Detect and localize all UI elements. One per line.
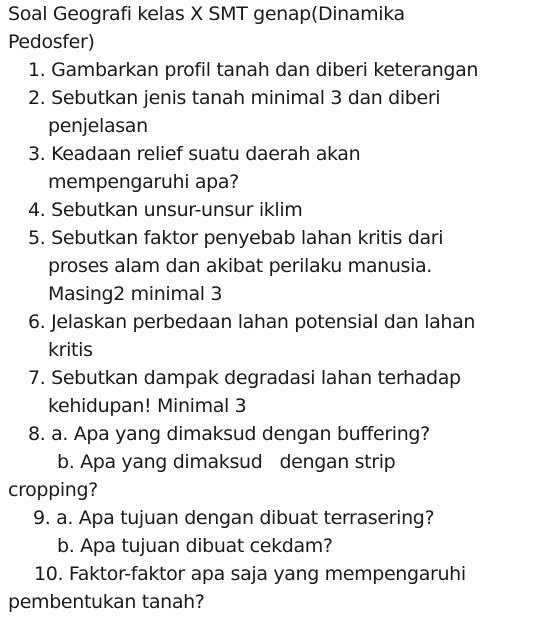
question-9-line-1: 9. a. Apa tujuan dengan dibuat terrasering?	[33, 507, 435, 529]
question-8-line-2: b. Apa yang dimaksud dengan strip	[57, 451, 396, 473]
question-4-line-1: 4. Sebutkan unsur-unsur iklim	[28, 199, 303, 221]
question-3-line-2: mempengaruhi apa?	[48, 171, 239, 193]
document-title-line-1: Soal Geografi kelas X SMT genap(Dinamika	[8, 3, 405, 25]
question-10-line-1: 10. Faktor-faktor apa saja yang mempengaruhi	[34, 563, 466, 585]
question-2-line-2: penjelasan	[48, 115, 148, 137]
question-1-line-1: 1. Gambarkan profil tanah dan diberi keterangan	[28, 59, 479, 81]
question-5-line-1: 5. Sebutkan faktor penyebab lahan kritis dari	[28, 227, 444, 249]
question-8-line-1: 8. a. Apa yang dimaksud dengan buffering?	[28, 423, 430, 445]
question-9-line-2: b. Apa tujuan dibuat cekdam?	[57, 535, 333, 557]
question-10-line-2: pembentukan tanah?	[8, 591, 205, 613]
question-3-line-1: 3. Keadaan relief suatu daerah akan	[28, 143, 361, 165]
question-6-line-2: kritis	[48, 339, 93, 361]
question-7-line-2: kehidupan! Minimal 3	[48, 395, 247, 417]
question-7-line-1: 7. Sebutkan dampak degradasi lahan terhadap	[28, 367, 461, 389]
document-title-line-2: Pedosfer)	[8, 31, 95, 53]
question-5-line-3: Masing2 minimal 3	[48, 283, 223, 305]
question-5-line-2: proses alam dan akibat perilaku manusia.	[48, 255, 432, 277]
question-2-line-1: 2. Sebutkan jenis tanah minimal 3 dan diberi	[28, 87, 441, 109]
question-6-line-1: 6. Jelaskan perbedaan lahan potensial dan lahan	[28, 311, 476, 333]
question-8-line-3: cropping?	[8, 479, 98, 501]
